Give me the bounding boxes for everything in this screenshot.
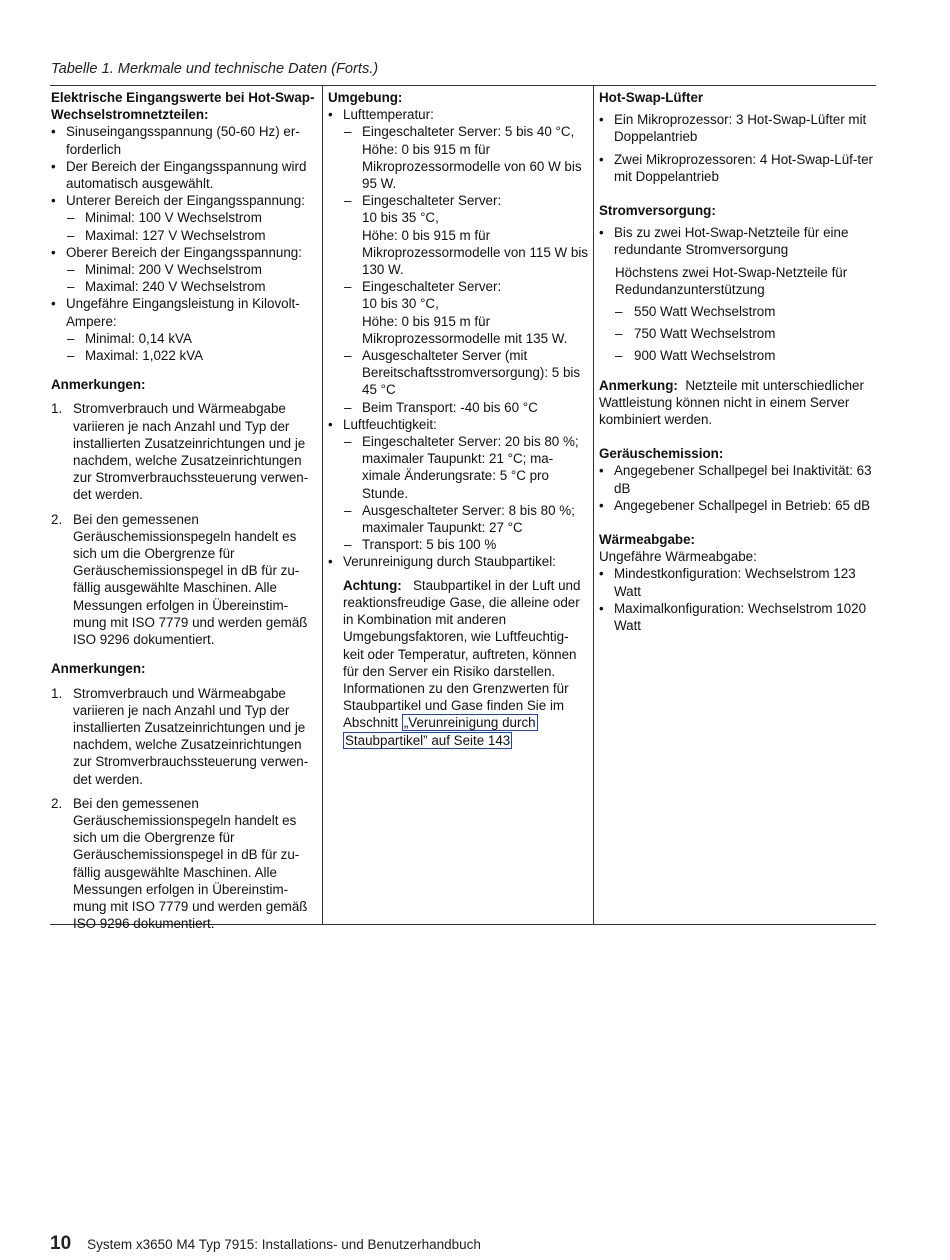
list-item: • Der Bereich der Eingangsspannung wird automatisch ausgewählt. bbox=[51, 158, 318, 192]
sub-list-item: – Minimal: 0,14 kVA bbox=[66, 330, 318, 347]
list-item: • Angegebener Schallpegel bei Inaktivität: 63 dB bbox=[599, 462, 874, 496]
list-item: • Mindestkonfiguration: Wechselstrom 123 Watt bbox=[599, 565, 874, 599]
list-item bbox=[328, 553, 589, 748]
noise-list bbox=[599, 462, 874, 514]
sub-list-line: 10 bis 35 °C, bbox=[362, 210, 439, 226]
fans-heading: Hot-Swap-Lüfter bbox=[599, 90, 704, 105]
power-sub-list bbox=[599, 303, 874, 365]
sub-list bbox=[343, 433, 589, 553]
remark-text: Netzteile mit unterschiedlicher Wattleistung können nicht in einem Server kombiniert werden. bbox=[599, 377, 864, 428]
list-item-label: Oberer Bereich der Eingangsspannung: bbox=[66, 244, 302, 260]
sub-list-item: – Transport: 5 bis 100 % bbox=[343, 536, 589, 553]
notes-heading: Anmerkungen: bbox=[51, 661, 146, 677]
page-footer bbox=[50, 1235, 481, 1253]
sub-list-item: – Beim Transport: -40 bis 60 °C bbox=[343, 399, 589, 416]
notes-list bbox=[51, 685, 318, 933]
note-text: Stromverbrauch und Wärmeabgabe variieren je nach Anzahl und Typ der installierten Zusatzeinrichtungen und je nachdem, welche Zusatzeinrichtungen zur Stromverbrauchssteuerung verwen-det werden. bbox=[73, 685, 309, 787]
list-item-label: Luftfeuchtigkeit: bbox=[343, 416, 437, 432]
list-item: • Maximalkonfiguration: Wechselstrom 1020 Watt bbox=[599, 600, 874, 634]
sub-list-line: – Eingeschalteter Server: bbox=[362, 193, 502, 209]
sub-list-item bbox=[343, 278, 589, 347]
sub-list-item: – Minimal: 200 V Wechselstrom bbox=[66, 261, 318, 278]
heat-list bbox=[599, 565, 874, 634]
sub-list bbox=[66, 261, 318, 295]
note-number: 2. bbox=[51, 795, 63, 811]
list-item bbox=[328, 106, 589, 416]
sub-list-item: – 550 Watt Wechselstrom bbox=[599, 303, 874, 320]
electrical-column bbox=[50, 86, 323, 932]
remark-label: Anmerkung: bbox=[599, 377, 678, 393]
contamination-link[interactable]: „Verunreinigung durch bbox=[403, 715, 536, 731]
sub-list-item: – Eingeschalteter Server: 20 bis 80 %; maximaler Taupunkt: 21 °C; ma-ximale Änderungsrate: 5 °C pro Stunde. bbox=[343, 433, 589, 502]
sub-list-item: – Ausgeschalteter Server (mit Bereitschaftsstromversorgung): 5 bis 45 °C bbox=[343, 347, 589, 399]
attention-label: Achtung: bbox=[343, 577, 402, 593]
list-item bbox=[51, 244, 318, 296]
spec-table bbox=[50, 85, 876, 932]
noise-heading: Geräuschemission: bbox=[599, 446, 724, 462]
list-item-label: Unterer Bereich der Eingangsspannung: bbox=[66, 193, 305, 209]
sub-list-item: – Maximal: 1,022 kVA bbox=[66, 347, 318, 364]
heat-intro: Ungefähre Wärmeabgabe: bbox=[599, 549, 757, 565]
sub-list-item: – Maximal: 240 V Wechselstrom bbox=[66, 278, 318, 295]
sub-list-item: – 900 Watt Wechselstrom bbox=[599, 347, 874, 364]
power-heading: Stromversorgung: bbox=[599, 203, 716, 219]
sub-list-line: Höhe: 0 bis 915 m für Mikroprozessormodelle mit 135 W. bbox=[362, 313, 568, 346]
page-number: 10 bbox=[50, 1233, 72, 1254]
power-remark bbox=[599, 377, 874, 429]
environment-list bbox=[328, 106, 589, 749]
list-item bbox=[328, 416, 589, 554]
footer-title: System x3650 M4 Typ 7915: Installations- und Benutzerhandbuch bbox=[87, 1237, 481, 1252]
note-item bbox=[51, 685, 318, 788]
note-item bbox=[51, 511, 318, 649]
note-number: 1. bbox=[51, 685, 63, 701]
list-item: • Sinuseingangsspannung (50-60 Hz) er-forderlich bbox=[51, 123, 318, 157]
attention-text: Staubpartikel in der Luft und reaktionsfreudige Gase, die alleine oder in Kombination mit anderen Umgebungsfaktoren, wie Luftfeuchtig-keit oder Temperatur, auftreten, können für den Server ein Risiko darstellen. Informationen zu den Grenzwerten für Staubpartikel und Gase finden Sie im Abschnitt bbox=[343, 577, 581, 731]
list-item bbox=[51, 295, 318, 364]
sub-list bbox=[66, 209, 318, 243]
sub-list-line: 10 bis 30 °C, bbox=[362, 296, 439, 312]
sub-list-item: – Maximal: 127 V Wechselstrom bbox=[66, 227, 318, 244]
environment-heading: Umgebung: bbox=[328, 90, 403, 105]
attention-note bbox=[343, 577, 589, 749]
list-item: • Bis zu zwei Hot-Swap-Netzteile für eine redundante Stromversorgung bbox=[599, 224, 874, 258]
sub-list-item bbox=[343, 192, 589, 278]
list-item: • Ein Mikroprozessor: 3 Hot-Swap-Lüfter mit Doppelantrieb bbox=[599, 111, 874, 145]
table-caption: Tabelle 1. Merkmale und technische Daten (Forts.) bbox=[51, 61, 379, 77]
sub-list-item: – 750 Watt Wechselstrom bbox=[599, 325, 874, 342]
sub-list-item: – Minimal: 100 V Wechselstrom bbox=[66, 209, 318, 226]
sub-list bbox=[343, 123, 589, 415]
list-item bbox=[51, 192, 318, 244]
sub-list-line: – Eingeschalteter Server: bbox=[362, 279, 502, 295]
heat-heading: Wärmeabgabe: bbox=[599, 532, 695, 548]
sub-list-item: – Eingeschalteter Server: 5 bis 40 °C, Höhe: 0 bis 915 m für Mikroprozessormodelle von 60 W bis 95 W. bbox=[343, 123, 589, 192]
notes-list bbox=[51, 400, 318, 648]
notes-heading: Anmerkungen: bbox=[51, 377, 146, 393]
list-item: • Zwei Mikroprozessoren: 4 Hot-Swap-Lüf-ter mit Doppelantrieb bbox=[599, 151, 874, 185]
list-item-label: Verunreinigung durch Staubpartikel: bbox=[343, 554, 556, 570]
environment-column bbox=[323, 86, 594, 924]
electrical-heading: Elektrische Eingangswerte bei Hot-Swap-Wechselstromnetzteilen: bbox=[51, 90, 315, 123]
note-item bbox=[51, 795, 318, 933]
sub-list-item: – Ausgeschalteter Server: 8 bis 80 %; maximaler Taupunkt: 27 °C bbox=[343, 502, 589, 536]
note-text: Bei den gemessenen Geräuschemissionspegeln handelt es sich um die Obergrenze für Geräuschemissionspegel in dB für zu-fällig ausgewählte Maschinen. Alle Messungen erfolgen in Übereinstim-mung mit ISO 7779 und werden gemäß ISO 9296 dokumentiert. bbox=[73, 795, 308, 932]
fans-power-column bbox=[594, 86, 876, 924]
list-item: • Angegebener Schallpegel in Betrieb: 65 dB bbox=[599, 497, 874, 514]
sub-list-line: Höhe: 0 bis 915 m für Mikroprozessormodelle von 115 W bis 130 W. bbox=[362, 227, 588, 278]
list-item-label: Ungefähre Eingangsleistung in Kilovolt-Ampere: bbox=[66, 296, 300, 329]
power-note: Höchstens zwei Hot-Swap-Netzteile für Redundanzunterstützung bbox=[615, 264, 848, 297]
list-item-label: Lufttemperatur: bbox=[343, 107, 434, 123]
note-item bbox=[51, 400, 318, 503]
sub-list bbox=[66, 330, 318, 364]
note-text: Bei den gemessenen Geräuschemissionspegeln handelt es sich um die Obergrenze für Geräuschemissionspegel in dB für zu-fällig ausgewählte Maschinen. Alle Messungen erfolgen in Übereinstim-mung mit ISO 7779 und werden gemäß ISO 9296 dokumentiert. bbox=[73, 511, 308, 648]
power-list bbox=[599, 224, 874, 258]
note-text: Stromverbrauch und Wärmeabgabe variieren je nach Anzahl und Typ der installierten Zusatzeinrichtungen und je nachdem, welche Zusatzeinrichtungen zur Stromverbrauchssteuerung verwen-det werden. bbox=[73, 401, 309, 503]
fans-list bbox=[599, 111, 874, 185]
note-number: 1. bbox=[51, 401, 63, 417]
note-number: 2. bbox=[51, 511, 63, 527]
contamination-link-page[interactable]: Staubpartikel” auf Seite 143 bbox=[345, 732, 511, 748]
electrical-list bbox=[51, 123, 318, 364]
